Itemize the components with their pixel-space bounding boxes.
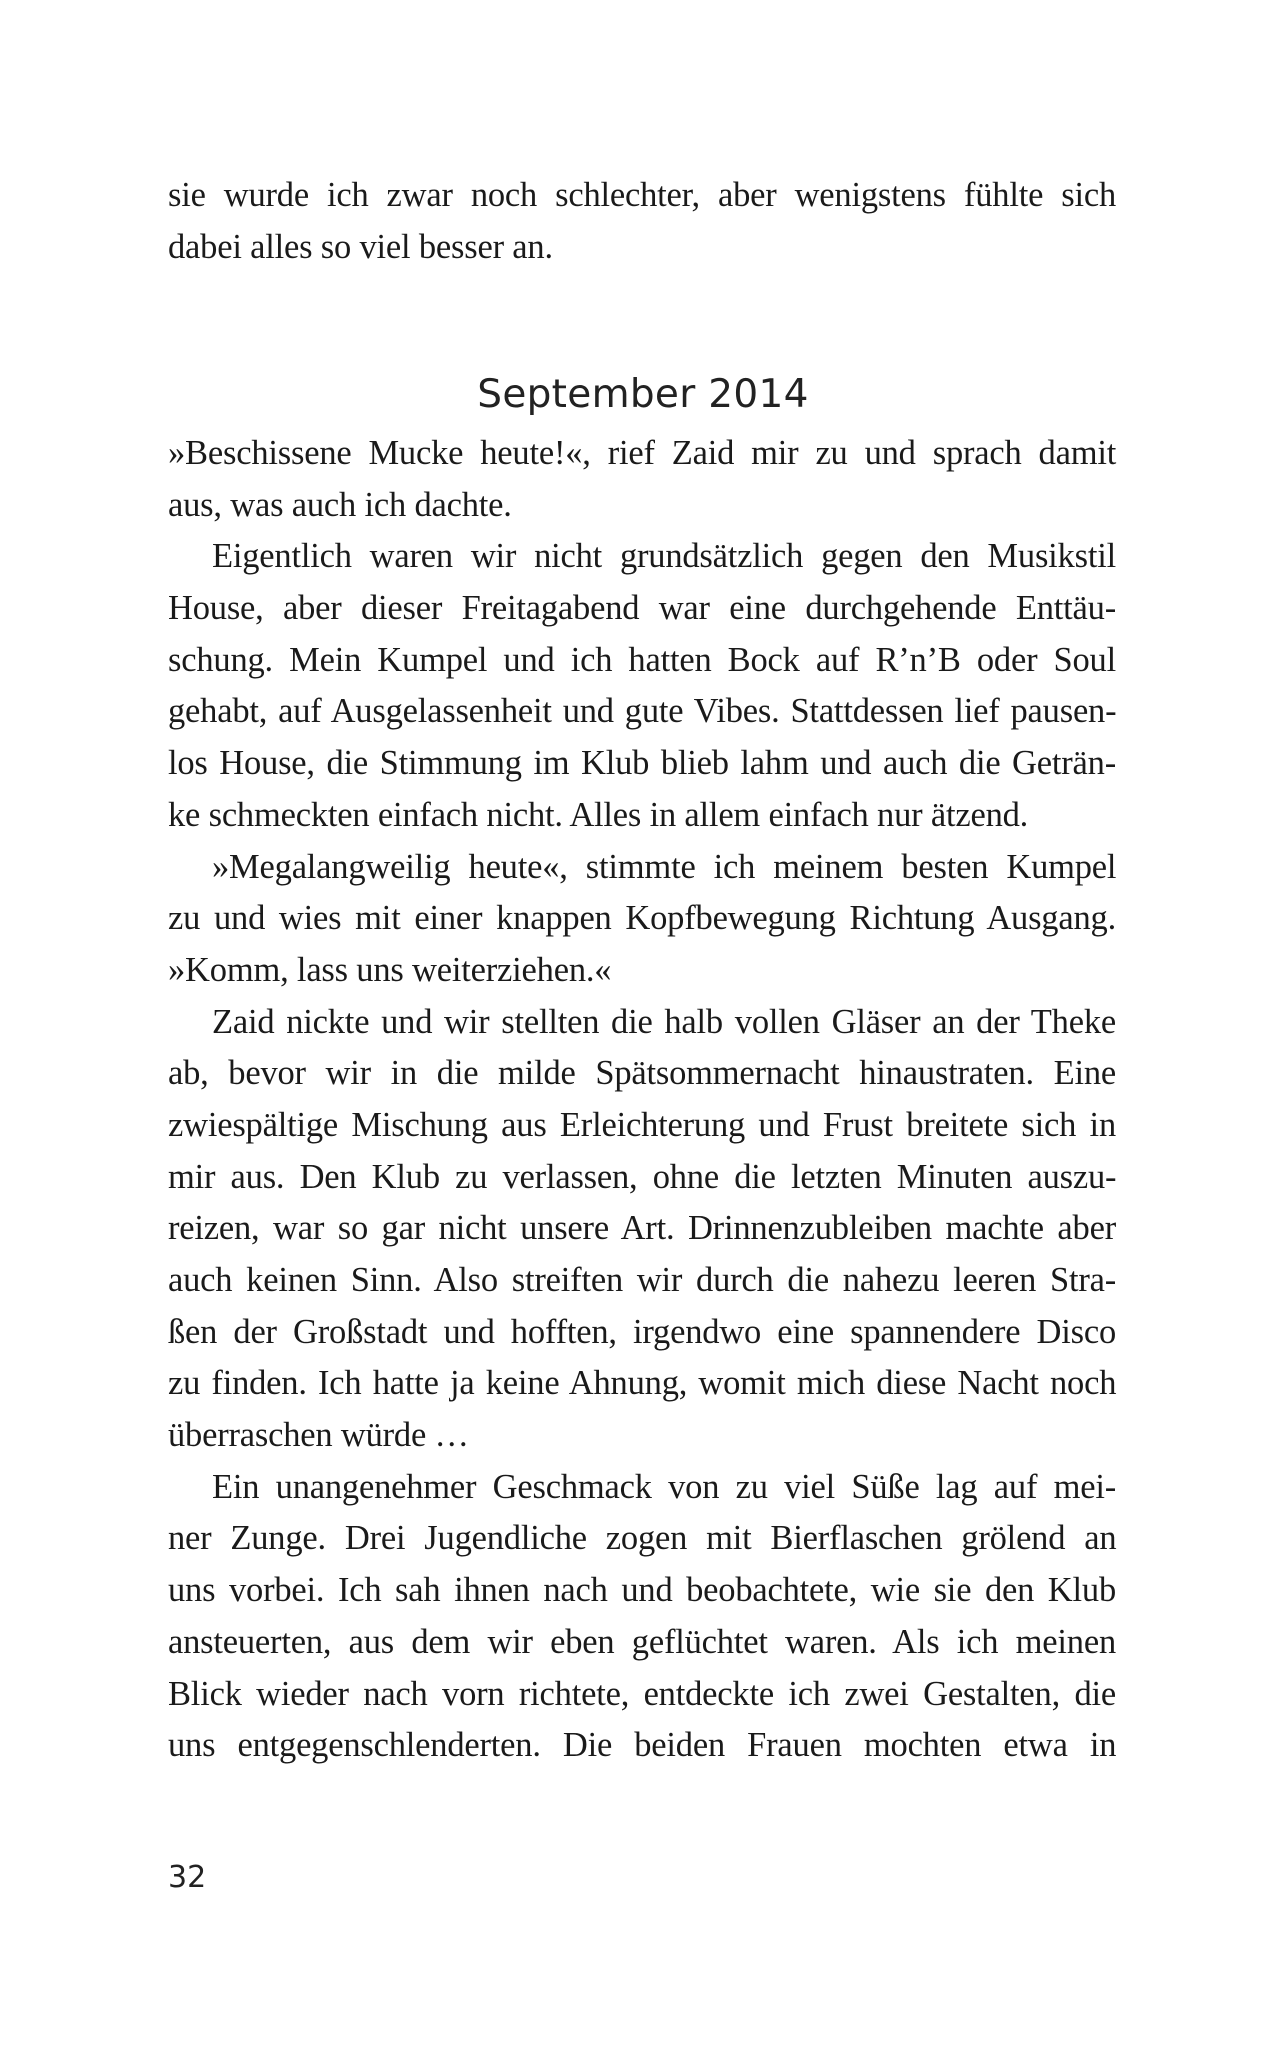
text-line: los House, die Stimmung im Klub blieb lahm und auch die Geträn- — [168, 744, 1117, 783]
text-line: »Komm, lass uns weiterziehen.« — [168, 950, 612, 989]
intro-paragraph — [168, 170, 1116, 273]
text-line: schung. Mein Kumpel und ich hatten Bock auf R’n’B oder Soul — [168, 640, 1116, 679]
text-line: Eigentlich waren wir nicht grundsätzlich gegen den Musikstil — [212, 537, 1116, 576]
text-line: Zaid nickte und wir stellten die halb vollen Gläser an der Theke — [212, 1002, 1116, 1041]
text-line: ßen der Großstadt und hofften, irgendwo eine spannendere Disco — [168, 1312, 1116, 1351]
text-line: sie wurde ich zwar noch schlechter, aber wenigstens fühlte sich — [168, 176, 1116, 214]
text-line: dabei alles so viel besser an. — [168, 227, 553, 266]
text-line: zu finden. Ich hatte ja keine Ahnung, womit mich diese Nacht noch — [168, 1364, 1117, 1403]
text-line: gehabt, auf Ausgelassenheit und gute Vibes. Stattdessen lief pausen- — [168, 692, 1117, 731]
chapter-heading: September 2014 — [477, 372, 809, 417]
text-line: »Megalangweilig heute«, stimmte ich meinem besten Kumpel — [212, 847, 1117, 886]
body-text — [168, 428, 1116, 1772]
text-line: zwiespältige Mischung aus Erleichterung und Frust breitete sich in — [168, 1105, 1116, 1144]
text-line: reizen, war so gar nicht unsere Art. Drinnenzubleiben machte aber — [168, 1209, 1116, 1248]
text-line: auch keinen Sinn. Also streiften wir durch die nahezu leeren Stra- — [168, 1261, 1117, 1299]
page-number: 32 — [168, 1860, 207, 1895]
text-line: überraschen würde … — [168, 1416, 469, 1455]
text-line: »Beschissene Mucke heute!«, rief Zaid mir zu und sprach damit — [168, 434, 1117, 472]
text-line: ner Zunge. Drei Jugendliche zogen mit Bierflaschen grölend an — [168, 1519, 1117, 1558]
text-line: House, aber dieser Freitagabend war eine durchgehende Enttäu- — [168, 589, 1117, 628]
text-line: ke schmeckten einfach nicht. Alles in allem einfach nur ätzend. — [168, 795, 1029, 834]
text-line: mir aus. Den Klub zu verlassen, ohne die letzten Minuten auszu- — [168, 1157, 1117, 1196]
text-line: aus, was auch ich dachte. — [168, 485, 512, 524]
text-line: Ein unangenehmer Geschmack von zu viel Süße lag auf mei- — [212, 1467, 1116, 1506]
text-line: uns vorbei. Ich sah ihnen nach und beobachtete, wie sie den Klub — [168, 1571, 1116, 1610]
text-line: ab, bevor wir in die milde Spätsommernacht hinaustraten. Eine — [168, 1054, 1116, 1093]
text-line: zu und wies mit einer knappen Kopfbewegung Richtung Ausgang. — [168, 899, 1116, 938]
text-line: Blick wieder nach vorn richtete, entdeckte ich zwei Gestalten, die — [168, 1674, 1116, 1713]
text-line: ansteuerten, aus dem wir eben geflüchtet waren. Als ich meinen — [168, 1622, 1116, 1661]
text-line: uns entgegenschlenderten. Die beiden Frauen mochten etwa in — [168, 1726, 1117, 1765]
